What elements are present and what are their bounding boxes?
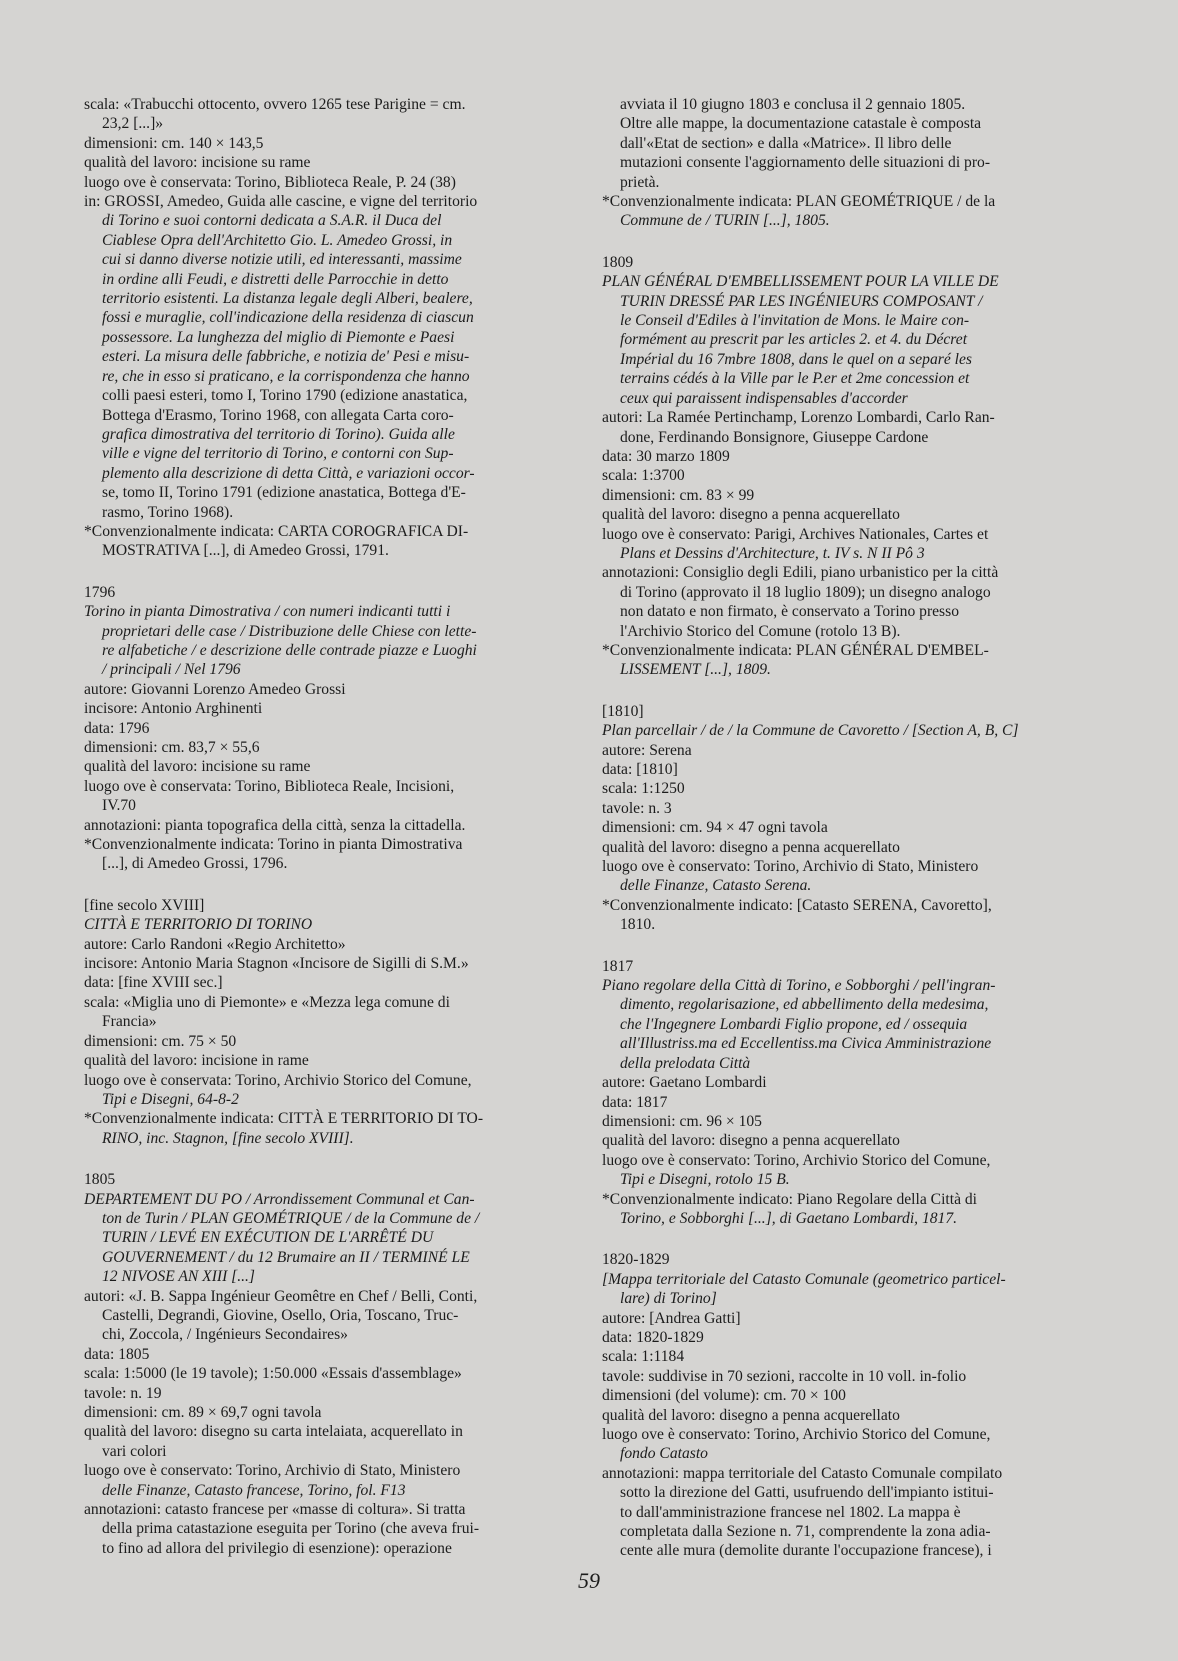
text-line: che l'Ingegnere Lombardi Figlio propone, ed / ossequia bbox=[620, 1015, 968, 1033]
text-line: vari colori bbox=[102, 1442, 167, 1460]
text-line: plemento alla descrizione di detta Città, e variazioni occor- bbox=[102, 464, 475, 482]
text-line: cui si danno diverse notizie utili, ed interessanti, massime bbox=[102, 251, 462, 269]
text-line: annotazioni: catasto francese per «masse di coltura». Si tratta bbox=[84, 1501, 466, 1519]
text-line: Tipi e Disegni, 64-8-2 bbox=[102, 1090, 239, 1108]
text-line: Oltre alle mappe, la documentazione catastale è composta bbox=[620, 115, 982, 133]
text-line: / principali / Nel 1796 bbox=[102, 661, 241, 679]
text-line: data: 30 marzo 1809 bbox=[602, 447, 730, 465]
text-line: 12 NIVOSE AN XIII [...] bbox=[102, 1268, 256, 1286]
text-line: Torino, e Sobborghi [...], di Gaetano Lombardi, 1817. bbox=[620, 1209, 958, 1227]
text-line: qualità del lavoro: disegno a penna acquerellato bbox=[602, 506, 900, 524]
text-line: di Torino (approvato il 18 luglio 1809); un disegno analogo bbox=[620, 583, 991, 601]
text-line: scala: «Trabucchi ottocento, ovvero 1265 tese Parigine = cm. bbox=[84, 96, 466, 113]
text-line: *Convenzionalmente indicato: [Catasto SERENA, Cavoretto], bbox=[602, 896, 992, 914]
text-line: IV.70 bbox=[102, 797, 136, 815]
text-line: dimensioni: cm. 96 × 105 bbox=[602, 1112, 762, 1130]
text-line: Impérial du 16 7mbre 1808, dans le quel on a separé les bbox=[620, 350, 972, 368]
text-line: luogo ove è conservato: Torino, Archivio di Stato, Ministero bbox=[84, 1462, 461, 1480]
text-line: esteri. La misura delle fabbriche, e notizia de' Pesi e misu- bbox=[102, 348, 470, 366]
spacer bbox=[602, 231, 1068, 253]
text-line: scala: 1:1184 bbox=[602, 1348, 685, 1366]
spacer bbox=[602, 680, 1068, 702]
text-line: re alfabetiche / e descrizione delle contrade piazze e Luoghi bbox=[102, 641, 477, 659]
text-line: qualità del lavoro: incisione su rame bbox=[84, 154, 311, 172]
text-line: data: [1810] bbox=[602, 761, 678, 778]
text-line: *Convenzionalmente indicata: CARTA COROGRAFICA DI- bbox=[84, 522, 469, 540]
text-line: [...], di Amedeo Grossi, 1796. bbox=[102, 855, 288, 873]
text-line: l'Archivio Storico del Comune (rotolo 13 B). bbox=[620, 622, 901, 640]
text-line: qualità del lavoro: disegno a penna acquerellato bbox=[602, 838, 900, 856]
text-line: completata dalla Sezione n. 71, comprendente la zona adia- bbox=[620, 1523, 991, 1541]
text-line: qualità del lavoro: incisione in rame bbox=[84, 1052, 309, 1070]
text-line: scala: «Miglia uno di Piemonte» e «Mezza lega comune di bbox=[84, 993, 450, 1011]
text-line: LISSEMENT [...], 1809. bbox=[620, 661, 771, 679]
text-line: Plans et Dessins d'Architecture, t. IV s. N II Pô 3 bbox=[620, 544, 925, 562]
text-line: fondo Catasto bbox=[620, 1445, 708, 1463]
text-line: autore: Serena bbox=[602, 741, 692, 759]
text-line: TURIN / LEVÉ EN EXÉCUTION DE L'ARRÊTÉ DU bbox=[102, 1229, 434, 1247]
text-line: Plan parcellair / de / la Commune de Cavoretto / [Section A, B, C] bbox=[602, 722, 1019, 740]
text-line: done, Ferdinando Bonsignore, Giuseppe Cardone bbox=[620, 428, 929, 446]
text-line: [Mappa territoriale del Catasto Comunale (geometrico particel- bbox=[602, 1270, 1006, 1288]
text-line: GOUVERNEMENT / du 12 Brumaire an II / TERMINÉ LE bbox=[102, 1248, 470, 1266]
text-line: Piano regolare della Città di Torino, e Sobborghi / pell'ingran- bbox=[602, 977, 996, 995]
text-line: ton de Turin / PLAN GEOMÉTRIQUE / de la Commune de / bbox=[102, 1209, 480, 1227]
text-line: 1817 bbox=[602, 957, 634, 975]
text-line: luogo ove è conservato: Torino, Archivio di Stato, Ministero bbox=[602, 858, 979, 876]
text-line: scala: 1:3700 bbox=[602, 467, 685, 485]
text-line: qualità del lavoro: disegno a penna acquerellato bbox=[602, 1132, 900, 1150]
spacer bbox=[602, 935, 1068, 957]
text-line: [fine secolo XVIII] bbox=[84, 896, 205, 914]
text-line: dimensioni: cm. 89 × 69,7 ogni tavola bbox=[84, 1404, 322, 1421]
text-line: dimento, regolarisazione, ed abbellimento della medesima, bbox=[620, 996, 989, 1014]
text-line: autore: Gaetano Lombardi bbox=[602, 1074, 767, 1092]
text-line: data: 1817 bbox=[602, 1093, 668, 1111]
text-line: rasmo, Torino 1968). bbox=[102, 503, 234, 521]
text-line: le Conseil d'Ediles à l'invitation de Mons. le Maire con- bbox=[620, 312, 970, 330]
page-number: 59 bbox=[578, 1568, 600, 1593]
text-line: scala: 1:5000 (le 19 tavole); 1:50.000 «Essais d'assemblage» bbox=[84, 1365, 462, 1383]
text-line: cente alle mura (demolite durante l'occupazione francese), i bbox=[620, 1542, 992, 1560]
text-line: 23,2 [...]» bbox=[102, 115, 164, 133]
text-line: autori: «J. B. Sappa Ingénieur Geomêtre en Chef / Belli, Conti, bbox=[84, 1287, 478, 1305]
text-line: dimensioni: cm. 75 × 50 bbox=[84, 1032, 237, 1050]
text-line: data: 1805 bbox=[84, 1345, 150, 1363]
text-line: Tipi e Disegni, rotolo 15 B. bbox=[620, 1171, 790, 1189]
text-line: *Convenzionalmente indicata: PLAN GÉNÉRAL D'EMBEL- bbox=[602, 641, 989, 659]
text-line: formément au prescrit par les articles 2. et 4. du Décret bbox=[620, 331, 968, 349]
text-line: PLAN GÉNÉRAL D'EMBELLISSEMENT POUR LA VILLE DE bbox=[602, 273, 999, 291]
text-line: colli paesi esteri, tomo I, Torino 1790 (edizione anastatica, bbox=[102, 387, 468, 405]
text-line: to dall'amministrazione francese nel 1802. La mappa è bbox=[620, 1503, 961, 1521]
text-line: dall'«Etat de section» e dalla «Matrice». Il libro delle bbox=[620, 134, 952, 152]
text-line: terrains cédés à la Ville par le P.er et 2me concession et bbox=[620, 370, 970, 388]
text-line: *Convenzionalmente indicato: Piano Regolare della Città di bbox=[602, 1190, 978, 1208]
right-column bbox=[602, 95, 1068, 1561]
text-line: incisore: Antonio Arghinenti bbox=[84, 700, 263, 718]
text-line: dimensioni: cm. 140 × 143,5 bbox=[84, 134, 264, 152]
text-line: to fino ad allora del privilegio di esenzione): operazione bbox=[102, 1539, 452, 1557]
text-line: Francia» bbox=[102, 1013, 157, 1031]
text-line: se, tomo II, Torino 1791 (edizione anastatica, Bottega d'E- bbox=[102, 484, 466, 502]
text-line: luogo ove è conservato: Torino, Archivio Storico del Comune, bbox=[602, 1151, 991, 1169]
text-line: possessore. La lunghezza del miglio di Piemonte e Paesi bbox=[102, 328, 455, 346]
text-line: DEPARTEMENT DU PO / Arrondissement Communal et Can- bbox=[84, 1190, 475, 1208]
text-line: 1805 bbox=[84, 1171, 116, 1189]
text-line: data: 1820-1829 bbox=[602, 1328, 704, 1346]
spacer bbox=[84, 1148, 554, 1170]
text-line: *Convenzionalmente indicata: PLAN GEOMÉTRIQUE / de la bbox=[602, 193, 996, 211]
text-line: territorio esistenti. La distanza legale degli Alberi, bealere, bbox=[102, 290, 473, 308]
text-line: proprietari delle case / Distribuzione delle Chiese con lette- bbox=[102, 622, 477, 640]
text-line: 1820-1829 bbox=[602, 1251, 670, 1269]
text-line: annotazioni: pianta topografica della città, senza la cittadella. bbox=[84, 816, 466, 834]
text-line: data: 1796 bbox=[84, 719, 150, 737]
text-line: dimensioni (del volume): cm. 70 × 100 bbox=[602, 1387, 846, 1405]
text-line: data: [fine XVIII sec.] bbox=[84, 974, 223, 992]
text-line: luogo ove è conservato: Torino, Archivio Storico del Comune, bbox=[602, 1426, 991, 1443]
text-line: della prima catastazione eseguita per Torino (che aveva frui- bbox=[102, 1520, 480, 1538]
text-line: grafica dimostrativa del territorio di Torino). Guida alle bbox=[102, 425, 455, 443]
text-line: Bottega d'Erasmo, Torino 1968, con allegata Carta coro- bbox=[102, 406, 454, 424]
text-line: 1796 bbox=[84, 583, 116, 601]
text-line: delle Finanze, Catasto francese, Torino, fol. F13 bbox=[102, 1481, 406, 1499]
text-line: dimensioni: cm. 83,7 × 55,6 bbox=[84, 739, 260, 756]
text-line: lare) di Torino] bbox=[620, 1290, 717, 1308]
text-line: della prelodata Città bbox=[620, 1054, 751, 1072]
text-line: luogo ove è conservata: Torino, Biblioteca Reale, Incisioni, bbox=[84, 777, 455, 795]
text-line: CITTÀ E TERRITORIO DI TORINO bbox=[84, 916, 313, 934]
text-line: non datato e non firmato, è conservato a Torino presso bbox=[620, 603, 959, 621]
text-line: dimensioni: cm. 94 × 47 ogni tavola bbox=[602, 819, 828, 837]
text-line: all'Illustriss.ma ed Eccellentiss.ma Civica Amministrazione bbox=[620, 1035, 992, 1053]
text-line: fossi e muraglie, coll'indicazione della residenza di ciascun bbox=[102, 309, 474, 327]
text-line: tavole: n. 19 bbox=[84, 1384, 162, 1402]
text-line: re, che in esso si praticano, e la corrispondenza che hanno bbox=[102, 367, 470, 385]
spacer bbox=[602, 1228, 1068, 1250]
text-line: TURIN DRESSÉ PAR LES INGÉNIEURS COMPOSANT / bbox=[620, 292, 983, 310]
text-line: avviata il 10 giugno 1803 e conclusa il 2 gennaio 1805. bbox=[620, 96, 966, 113]
text-line: MOSTRATIVA [...], di Amedeo Grossi, 1791. bbox=[102, 542, 389, 560]
text-line: 1809 bbox=[602, 253, 634, 271]
text-line: delle Finanze, Catasto Serena. bbox=[620, 877, 812, 895]
text-line: Torino in pianta Dimostrativa / con numeri indicanti tutti i bbox=[84, 603, 451, 621]
spacer bbox=[84, 561, 554, 583]
text-line: *Convenzionalmente indicata: Torino in pianta Dimostrativa bbox=[84, 836, 463, 854]
text-line: in: GROSSI, Amedeo, Guida alle cascine, e vigne del territorio bbox=[84, 193, 478, 211]
text-line: prietà. bbox=[620, 173, 660, 191]
text-line: Commune de / TURIN [...], 1805. bbox=[620, 212, 830, 230]
text-line: di Torino e suoi contorni dedicata a S.A.R. il Duca del bbox=[102, 212, 442, 230]
text-line: in ordine alli Feudi, e distretti delle Parrocchie in detto bbox=[102, 270, 449, 288]
text-line: autore: Giovanni Lorenzo Amedeo Grossi bbox=[84, 680, 346, 698]
spacer bbox=[84, 874, 554, 896]
text-line: *Convenzionalmente indicata: CITTÀ E TERRITORIO DI TO- bbox=[84, 1110, 484, 1128]
text-line: incisore: Antonio Maria Stagnon «Incisore de Sigilli di S.M.» bbox=[84, 955, 469, 973]
text-line: autore: Carlo Randoni «Regio Architetto» bbox=[84, 935, 346, 953]
text-line: qualità del lavoro: disegno su carta intelaiata, acquerellato in bbox=[84, 1423, 463, 1441]
text-line: luogo ove è conservato: Parigi, Archives Nationales, Cartes et bbox=[602, 525, 989, 543]
text-line: tavole: suddivise in 70 sezioni, raccolte in 10 voll. in-folio bbox=[602, 1367, 967, 1385]
text-line: dimensioni: cm. 83 × 99 bbox=[602, 486, 755, 504]
text-line: sotto la direzione del Gatti, usufruendo dell'impianto istitui- bbox=[620, 1484, 994, 1502]
text-line: qualità del lavoro: disegno a penna acquerellato bbox=[602, 1406, 900, 1424]
text-line: RINO, inc. Stagnon, [fine secolo XVIII]. bbox=[102, 1129, 354, 1147]
text-line: 1810. bbox=[620, 916, 656, 934]
text-line: Ciablese Opra dell'Architetto Gio. L. Amedeo Grossi, in bbox=[102, 231, 453, 249]
text-line: annotazioni: mappa territoriale del Catasto Comunale compilato bbox=[602, 1464, 1003, 1482]
text-line: luogo ove è conservata: Torino, Biblioteca Reale, P. 24 (38) bbox=[84, 173, 456, 191]
text-line: scala: 1:1250 bbox=[602, 780, 685, 798]
text-line: ville e vigne del territorio di Torino, e contorni con Sup- bbox=[102, 445, 454, 463]
text-line: autori: La Ramée Pertinchamp, Lorenzo Lombardi, Carlo Ran- bbox=[602, 409, 995, 427]
text-line: autore: [Andrea Gatti] bbox=[602, 1309, 741, 1327]
text-line: annotazioni: Consiglio degli Edili, piano urbanistico per la città bbox=[602, 564, 999, 582]
text-line: tavole: n. 3 bbox=[602, 799, 672, 817]
text-line: mutazioni consente l'aggiornamento delle situazioni di pro- bbox=[620, 154, 991, 172]
text-line: chi, Zoccola, / Ingénieurs Secondaires» bbox=[102, 1326, 348, 1344]
text-line: qualità del lavoro: incisione su rame bbox=[84, 758, 311, 776]
text-line: [1810] bbox=[602, 702, 644, 720]
text-line: luogo ove è conservata: Torino, Archivio Storico del Comune, bbox=[84, 1071, 472, 1089]
text-line: Castelli, Degrandi, Giovine, Osello, Oria, Toscano, Truc- bbox=[102, 1306, 459, 1324]
left-column bbox=[84, 95, 554, 1558]
text-line: ceux qui paraissent indispensables d'accorder bbox=[620, 389, 908, 407]
